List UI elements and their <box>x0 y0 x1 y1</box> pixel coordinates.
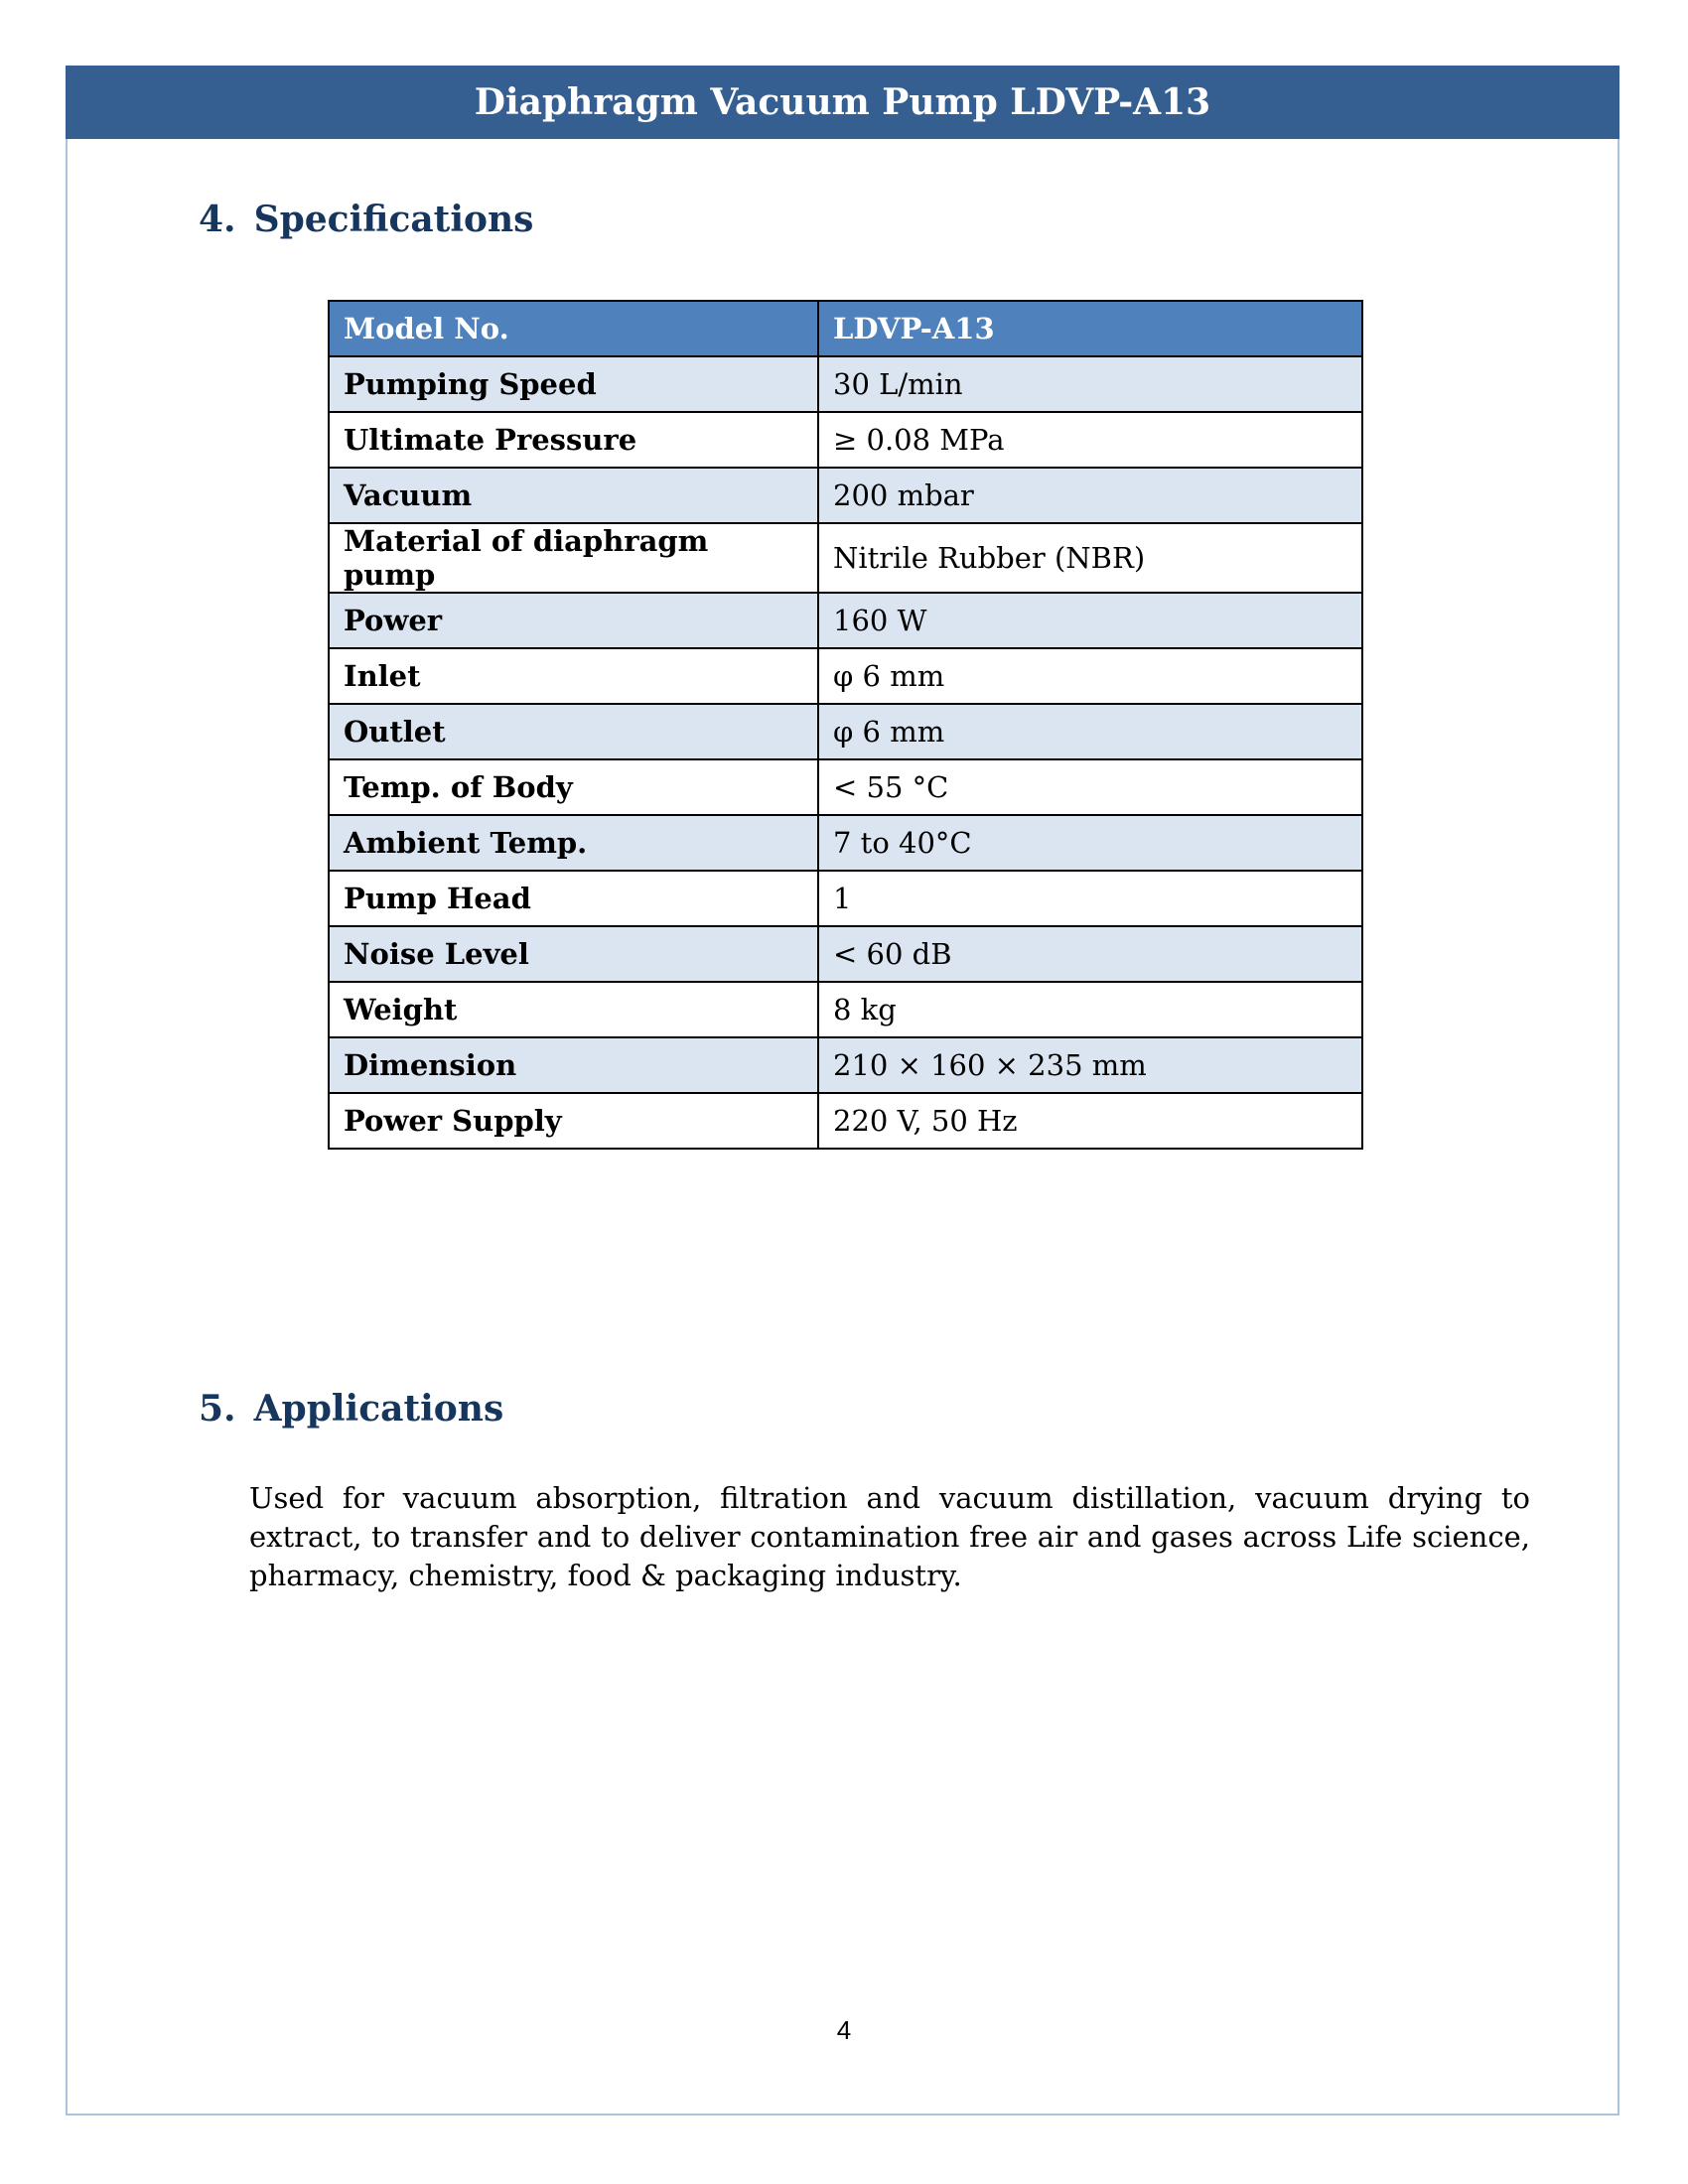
spec-label-cell: Noise Level <box>329 926 818 982</box>
section-number: 4. <box>199 199 236 240</box>
table-row <box>329 523 1362 593</box>
document-title: Diaphragm Vacuum Pump LDVP-A13 <box>474 81 1211 123</box>
spec-value-cell: 1 <box>818 871 1362 926</box>
spec-value-cell: 160 W <box>818 593 1362 648</box>
table-row <box>329 704 1362 759</box>
page-number: 4 <box>836 2015 852 2045</box>
spec-label-cell: Pumping Speed <box>329 356 818 412</box>
spec-label-cell: Temp. of Body <box>329 759 818 815</box>
header-value-cell: LDVP-A13 <box>818 301 1362 356</box>
table-row <box>329 356 1362 412</box>
spec-value-cell: ≥ 0.08 MPa <box>818 412 1362 468</box>
spec-label-cell: Dimension <box>329 1037 818 1093</box>
spec-label-cell: Inlet <box>329 648 818 704</box>
spec-label-cell: Material of diaphragm pump <box>329 523 818 593</box>
applications-heading <box>199 1388 503 1430</box>
table-row <box>329 648 1362 704</box>
applications-paragraph: Used for vacuum absorption, filtration and vacuum distillation, vacuum drying to extract, to transfer and to deliver contamination free air and gases across Life science, pharmacy, chemistry, food & packaging industry. <box>249 1481 1530 1592</box>
table-row <box>329 815 1362 871</box>
spec-value-cell: 220 V, 50 Hz <box>818 1093 1362 1149</box>
table-row <box>329 982 1362 1037</box>
spec-label-cell: Power Supply <box>329 1093 818 1149</box>
spec-value-cell: 30 L/min <box>818 356 1362 412</box>
spec-value-cell: Nitrile Rubber (NBR) <box>818 523 1362 593</box>
table-row <box>329 871 1362 926</box>
spec-value-cell: < 60 dB <box>818 926 1362 982</box>
spec-label-cell: Power <box>329 593 818 648</box>
spec-value-cell: 8 kg <box>818 982 1362 1037</box>
spec-value-cell: 210 × 160 × 235 mm <box>818 1037 1362 1093</box>
spec-value-cell: 200 mbar <box>818 468 1362 523</box>
specifications-table <box>328 300 1363 1150</box>
table-row <box>329 593 1362 648</box>
table-row <box>329 412 1362 468</box>
table-row <box>329 926 1362 982</box>
spec-value-cell: φ 6 mm <box>818 648 1362 704</box>
section-title: Applications <box>253 1388 504 1430</box>
spec-label-cell: Ultimate Pressure <box>329 412 818 468</box>
spec-label-cell: Outlet <box>329 704 818 759</box>
spec-label-cell: Vacuum <box>329 468 818 523</box>
table-row <box>329 759 1362 815</box>
document-title-banner <box>66 66 1619 139</box>
specifications-heading <box>199 199 533 240</box>
section-number: 5. <box>199 1388 236 1430</box>
section-title: Specifications <box>253 199 534 240</box>
table-row <box>329 468 1362 523</box>
spec-value-cell: 7 to 40°C <box>818 815 1362 871</box>
spec-label-cell: Weight <box>329 982 818 1037</box>
table-row <box>329 1037 1362 1093</box>
spec-value-cell: φ 6 mm <box>818 704 1362 759</box>
spec-label-cell: Ambient Temp. <box>329 815 818 871</box>
spec-value-cell: < 55 °C <box>818 759 1362 815</box>
table-row <box>329 1093 1362 1149</box>
header-label-cell: Model No. <box>329 301 818 356</box>
table-header-row <box>329 301 1362 356</box>
spec-label-cell: Pump Head <box>329 871 818 926</box>
